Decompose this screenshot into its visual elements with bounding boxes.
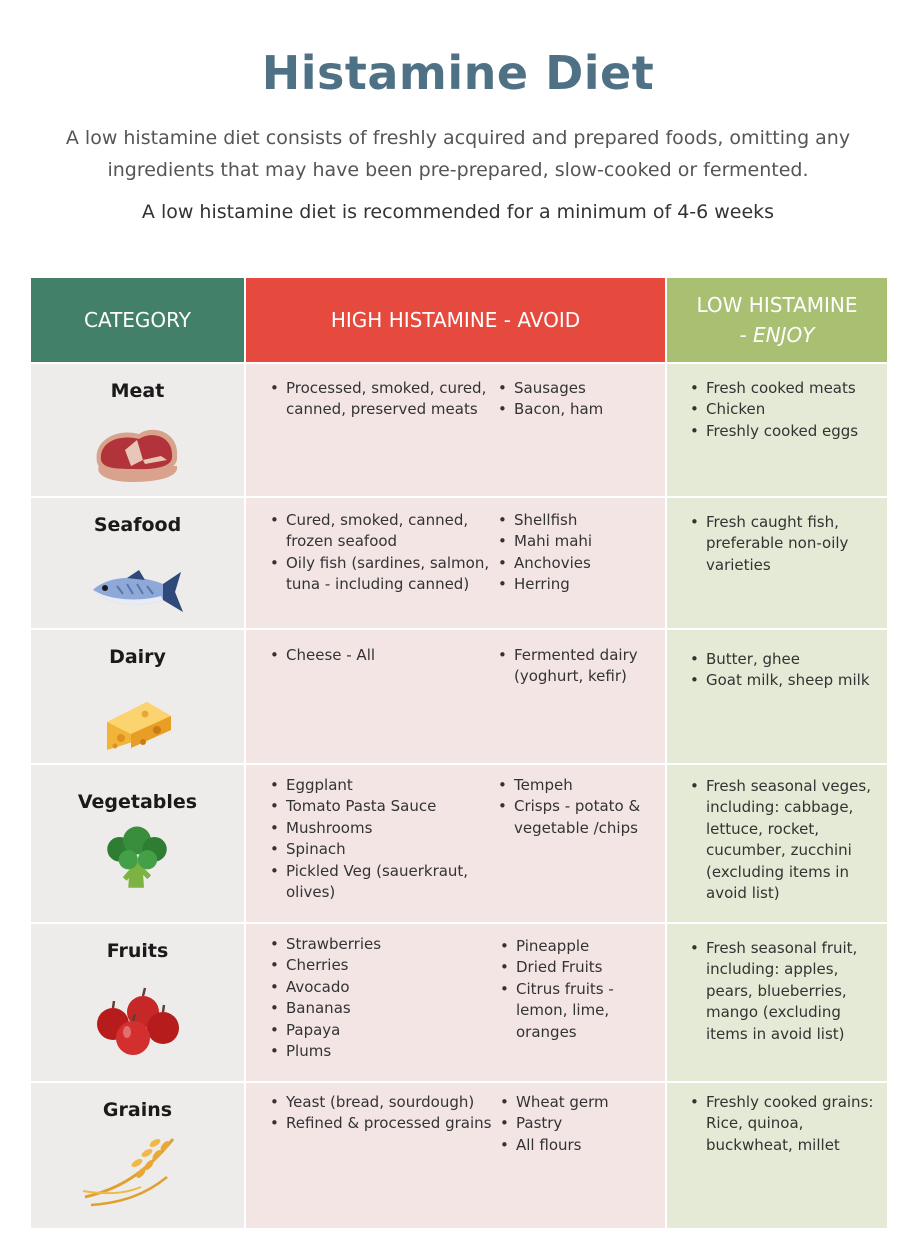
high-list-b (496, 775, 656, 839)
list-item: • Mahi mahi (496, 531, 656, 552)
list-item: • Sausages (496, 378, 656, 399)
category-cell (31, 1083, 244, 1228)
list-item: • Tomato Pasta Sauce (268, 796, 493, 817)
intro-text: A low histamine diet consists of freshly acquired and prepared foods, omitting any ingredients that may have been pre-prepared, slow-cooked or fermented. (65, 127, 851, 181)
list-item: • Fermented dairy (yoghurt, kefir) (496, 645, 656, 688)
low-list (688, 378, 883, 442)
list-item: • Refined & processed grains (268, 1113, 493, 1134)
header-high-histamine: HIGH HISTAMINE - AVOID (246, 278, 665, 362)
list-item: • Freshly cooked grains: Rice, quinoa, buckwheat, millet (688, 1092, 883, 1156)
row-vegetables (31, 765, 887, 922)
list-item: • Spinach (268, 839, 493, 860)
list-item: • Eggplant (268, 775, 493, 796)
list-item: • Citrus fruits - lemon, lime, oranges (498, 979, 658, 1043)
list-item: • All flours (498, 1135, 658, 1156)
category-name: Grains (102, 1099, 173, 1121)
list-item: • Dried Fruits (498, 957, 658, 978)
low-list (688, 512, 883, 576)
category-name: Seafood (93, 514, 182, 536)
cheese-icon (87, 676, 187, 756)
duration-note: A low histamine diet is recommended for a minimum of 4-6 weeks (141, 201, 775, 223)
row-grains (31, 1083, 887, 1228)
list-item: • Pickled Veg (sauerkraut, olives) (268, 861, 493, 904)
list-item: • Plums (268, 1041, 493, 1062)
list-item: • Goat milk, sheep milk (688, 670, 883, 691)
category-cell (31, 924, 244, 1081)
header-low-line2: - ENJOY (739, 323, 815, 347)
list-item: • Chicken (688, 399, 883, 420)
list-item: • Pastry (498, 1113, 658, 1134)
high-list-a (268, 645, 493, 666)
row-seafood (31, 498, 887, 628)
list-item: • Butter, ghee (688, 649, 883, 670)
list-item: • Fresh caught fish, preferable non-oily varieties (688, 512, 883, 576)
list-item: • Pineapple (498, 936, 658, 957)
fish-icon (87, 550, 187, 630)
high-list-b (496, 378, 656, 421)
low-list (688, 776, 883, 904)
category-cell (31, 765, 244, 922)
list-item: • Strawberries (268, 934, 493, 955)
list-item: • Anchovies (496, 553, 656, 574)
high-list-a (268, 1092, 493, 1135)
list-item: • Cured, smoked, canned, frozen seafood (268, 510, 493, 553)
category-name: Meat (110, 380, 165, 402)
list-item: • Herring (496, 574, 656, 595)
list-item: • Cherries (268, 955, 493, 976)
low-list (688, 938, 883, 1045)
list-item: • Freshly cooked eggs (688, 421, 883, 442)
list-item: • Processed, smoked, cured, canned, preserved meats (268, 378, 493, 421)
list-item: • Shellfish (496, 510, 656, 531)
category-cell (31, 364, 244, 496)
list-item: • Crisps - potato & vegetable /chips (496, 796, 656, 839)
list-item: • Fresh seasonal fruit, including: apples, pears, blueberries, mango (excluding items in avoid list) (688, 938, 883, 1045)
wheat-icon (81, 1133, 181, 1213)
row-dairy (31, 630, 887, 763)
high-list-a (268, 510, 493, 596)
header-category: CATEGORY (31, 278, 244, 362)
list-item: • Bananas (268, 998, 493, 1019)
low-list (688, 1092, 883, 1156)
header-low-histamine (667, 278, 887, 362)
high-list-b (496, 510, 656, 596)
list-item: • Fresh seasonal veges, including: cabbage, lettuce, rocket, cucumber, zucchini (excluding items in avoid list) (688, 776, 883, 904)
list-item: • Bacon, ham (496, 399, 656, 420)
page-title: Histamine Diet (261, 46, 655, 100)
list-item: • Mushrooms (268, 818, 493, 839)
row-fruits (31, 924, 887, 1081)
apples-icon (87, 984, 187, 1064)
category-name: Vegetables (77, 791, 198, 813)
list-item: • Papaya (268, 1020, 493, 1041)
list-item: • Cheese - All (268, 645, 493, 666)
row-meat (31, 364, 887, 496)
high-list-a (268, 934, 493, 1062)
high-list-b (496, 645, 656, 688)
list-item: • Fresh cooked meats (688, 378, 883, 399)
list-item: • Avocado (268, 977, 493, 998)
category-cell (31, 498, 244, 628)
category-name: Fruits (106, 940, 169, 962)
low-list (688, 649, 883, 692)
high-list-a (268, 378, 493, 421)
steak-icon (87, 410, 187, 490)
list-item: • Yeast (bread, sourdough) (268, 1092, 493, 1113)
broccoli-icon (87, 823, 187, 893)
list-item: • Wheat germ (498, 1092, 658, 1113)
header-low-line1: LOW HISTAMINE (696, 293, 858, 317)
list-item: • Tempeh (496, 775, 656, 796)
list-item: • Oily fish (sardines, salmon, tuna - including canned) (268, 553, 493, 596)
category-cell (31, 630, 244, 763)
high-list-b (498, 1092, 658, 1156)
high-list-a (268, 775, 493, 903)
category-name: Dairy (109, 646, 166, 668)
high-list-b (498, 936, 658, 1043)
